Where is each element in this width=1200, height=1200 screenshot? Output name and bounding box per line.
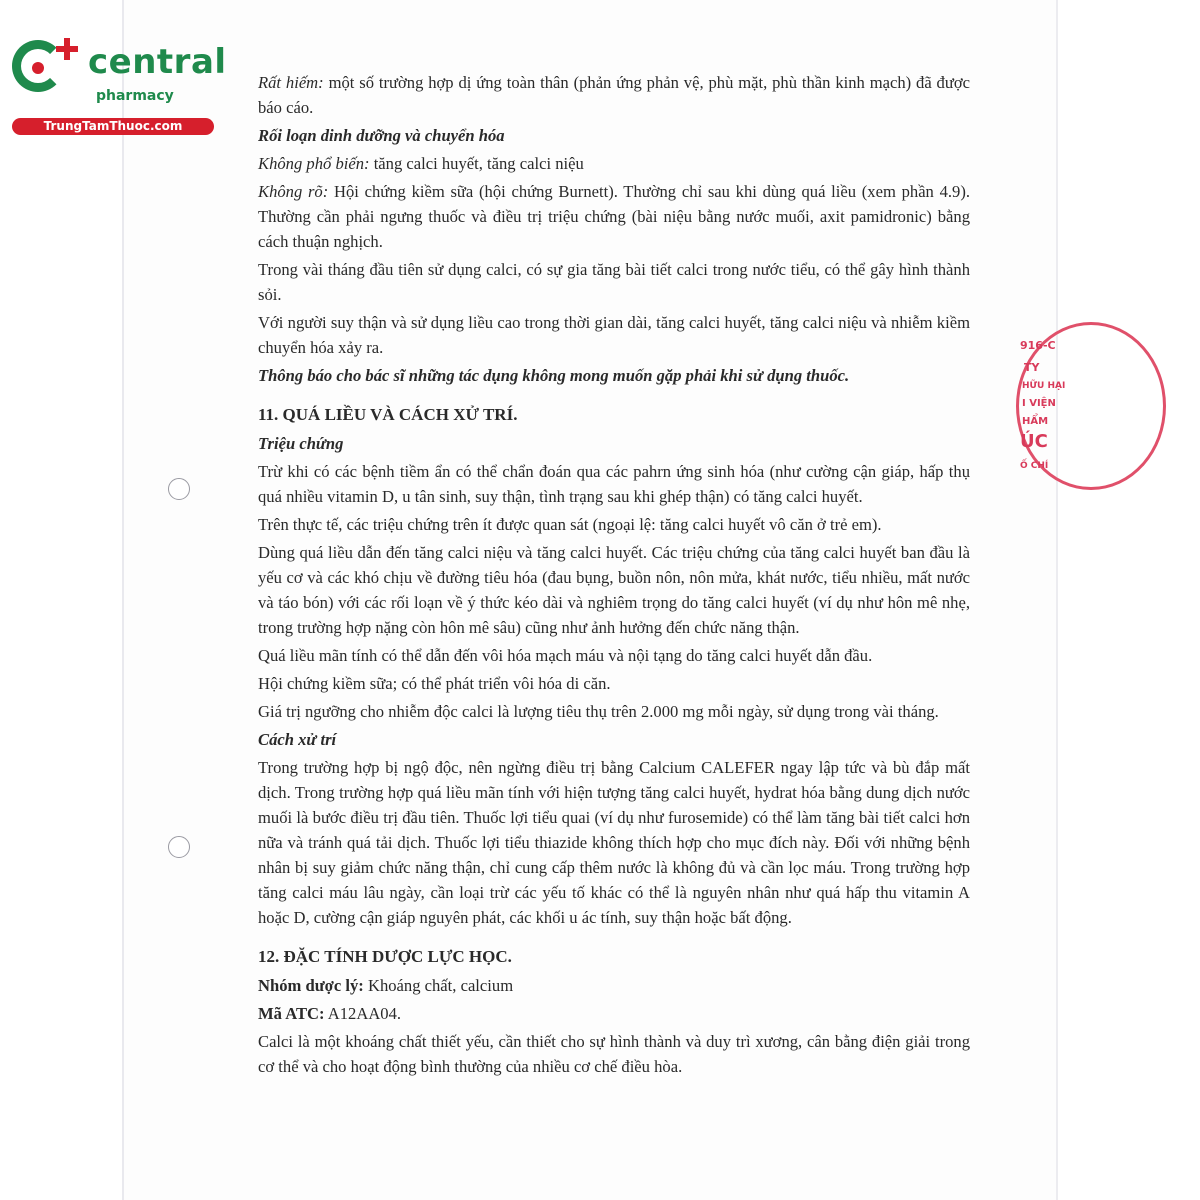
paragraph-symptom-2: Trên thực tế, các triệu chứng trên ít được quan sát (ngoại lệ: tăng calci huyết vô căn ở trẻ em). xyxy=(258,515,882,534)
text-unknown: Hội chứng kiềm sữa (hội chứng Burnett). Thường chỉ sau khi dùng quá liều (xem phần 4.9). Thường cần phải ngưng thuốc và điều trị triệu chứng (bài niệu bằng nước muối, axit pamidronic) bằng cách thuận nghịch. xyxy=(258,182,970,251)
section-12-title: 12. ĐẶC TÍNH DƯỢC LỰC HỌC. xyxy=(258,947,512,966)
paragraph-renal: Với người suy thận và sử dụng liều cao trong thời gian dài, tăng calci huyết, tăng calci niệu và nhiễm kiềm chuyển hóa xảy ra. xyxy=(258,313,970,357)
label-atc-code: Mã ATC: xyxy=(258,1004,325,1023)
paragraph-calcium-role: Calci là một khoáng chất thiết yếu, cần thiết cho sự hình thành và duy trì xương, cân bằng điện giải trong cơ thể và cho hoạt động bình thường của nhiều cơ chế điều hòa. xyxy=(258,1032,970,1076)
document-content xyxy=(258,70,970,1082)
paragraph-symptom-5: Hội chứng kiềm sữa; có thể phát triển vôi hóa di căn. xyxy=(258,674,611,693)
paragraph-first-months: Trong vài tháng đầu tiên sử dụng calci, có sự gia tăng bài tiết calci trong nước tiểu, có thể gây hình thành sỏi. xyxy=(258,260,970,304)
logo-dot-icon xyxy=(32,62,44,74)
paragraph-atc-code xyxy=(258,1001,970,1026)
stamp-line: TY xyxy=(1024,361,1040,374)
logo-name: central xyxy=(88,42,227,82)
paragraph-symptom-1: Trừ khi có các bệnh tiềm ẩn có thể chẩn đoán qua các pahrn ứng sinh hóa (như cường cận giáp, hấp thụ quá nhiều vitamin D, u tân sinh, suy thận, tình trạng sau khi ghép thận) có tăng calci huyết. xyxy=(258,462,970,506)
company-stamp xyxy=(1016,322,1066,490)
logo-cross-icon xyxy=(56,38,78,60)
paragraph-symptom-6: Giá trị ngưỡng cho nhiễm độc calci là lượng tiêu thụ trên 2.000 mg mỗi ngày, sử dụng trong vài tháng. xyxy=(258,702,939,721)
logo-subtitle: pharmacy xyxy=(96,88,174,104)
text-rare: một số trường hợp dị ứng toàn thân (phản ứng phản vệ, phù mặt, phù thần kinh mạch) đã được báo cáo. xyxy=(258,73,970,117)
central-pharmacy-logo[interactable] xyxy=(8,38,227,138)
heading-treatment: Cách xử trí xyxy=(258,730,337,749)
text-uncommon: tăng calci huyết, tăng calci niệu xyxy=(369,154,584,173)
label-unknown: Không rõ: xyxy=(258,182,329,201)
heading-nutrition: Rối loạn dinh dưỡng và chuyển hóa xyxy=(258,126,505,145)
heading-symptoms: Triệu chứng xyxy=(258,434,344,453)
punch-hole-top xyxy=(168,478,190,500)
punch-hole-bottom xyxy=(168,836,190,858)
paragraph-rare xyxy=(258,70,970,120)
label-uncommon: Không phổ biến: xyxy=(258,154,370,173)
page-edge-left xyxy=(122,0,124,1200)
paragraph-treatment: Trong trường hợp bị ngộ độc, nên ngừng điều trị bằng Calcium CALEFER ngay lập tức và bù đắp mất dịch. Trong trường hợp quá liều mãn tính với hiện tượng tăng calci huyết, hydrat hóa bằng dung dịch nước muối là bước điều trị đầu tiên. Thuốc lợi tiểu quai (ví dụ như furosemide) có thể làm tăng bài tiết calci hơn nữa và tránh quá tải dịch. Thuốc lợi tiểu thiazide không thích hợp cho mục đích này. Đối với những bệnh nhân bị suy giảm chức năng thận, chỉ cung cấp thêm nước là không đủ và cần lọc máu. Trong trường hợp tăng calci máu lâu ngày, cần loại trừ các yếu tố khác có thể là nguyên nhân như quá hấp thu vitamin A hoặc D, cường cận giáp nguyên phát, các khối u ác tính, suy thận hoặc bất động. xyxy=(258,758,970,927)
paragraph-notify-doctor: Thông báo cho bác sĩ những tác dụng không mong muốn gặp phải khi sử dụng thuốc. xyxy=(258,366,850,385)
paragraph-uncommon xyxy=(258,151,970,176)
stamp-line: HỮU HẠI xyxy=(1022,381,1066,391)
logo-url-badge[interactable]: TrungTamThuoc.com xyxy=(12,118,214,135)
section-11-title: 11. QUÁ LIỀU VÀ CÁCH XỬ TRÍ. xyxy=(258,405,518,424)
paragraph-symptom-4: Quá liều mãn tính có thể dẫn đến vôi hóa mạch máu và nội tạng do tăng calci huyết dẫn đầu. xyxy=(258,646,873,665)
paragraph-symptom-3: Dùng quá liều dẫn đến tăng calci niệu và tăng calci huyết. Các triệu chứng của tăng calci huyết ban đầu là yếu cơ và các khó chịu về đường tiêu hóa (đau bụng, buồn nôn, nôn mửa, khát nước, tiểu nhiều, mất nước và táo bón) với các rối loạn về ý thức kéo dài và nghiêm trọng do tăng calci huyết (ví dụ như hôn mê nhẹ, trong trường hợp nặng còn hôn mê sâu) cũng như ảnh hưởng đến chức năng thận. xyxy=(258,543,970,637)
label-rare: Rất hiếm: xyxy=(258,73,324,92)
paragraph-unknown xyxy=(258,179,970,254)
stamp-line: I VIỆN xyxy=(1022,398,1056,409)
stamp-line: Ố CHÍ xyxy=(1020,461,1049,471)
stamp-line: 916-C xyxy=(1020,339,1056,352)
label-pharm-group: Nhóm dược lý: xyxy=(258,976,364,995)
paragraph-pharm-group xyxy=(258,973,970,998)
page-edge-right xyxy=(1056,0,1058,1200)
text-atc-code: A12AA04. xyxy=(324,1004,402,1023)
stamp-line: ÚC xyxy=(1020,431,1048,452)
text-pharm-group: Khoáng chất, calcium xyxy=(363,976,514,995)
stamp-line: HẨM xyxy=(1022,416,1049,427)
